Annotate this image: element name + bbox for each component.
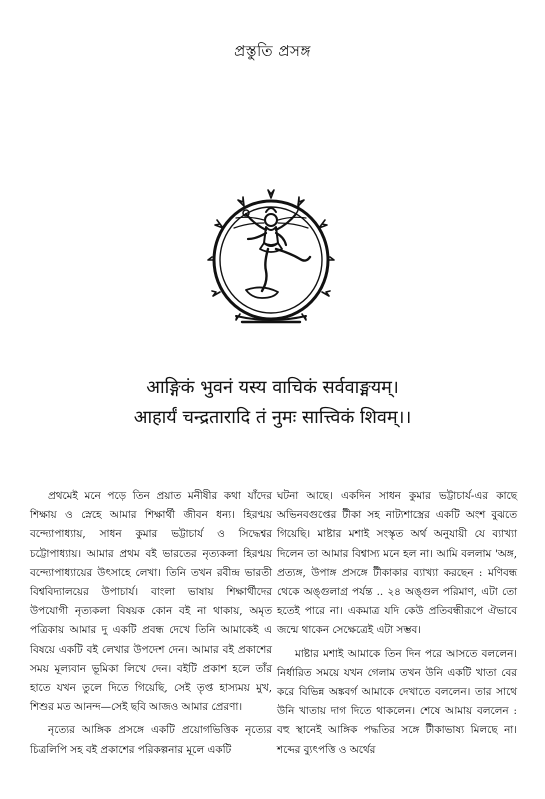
paragraph: নৃত্যের আঙ্গিক প্রসঙ্গে একটি প্রয়োগভিত্তিক নৃত্যের চিত্রলিপি সহ বই প্রকাশের পরিকল্পনার মূলে একটি — [30, 724, 272, 756]
page-title: প্রস্তুতি প্রসঙ্গ — [234, 42, 311, 60]
right-column — [277, 487, 517, 760]
verse-line-1: आङ्गिकं भुवनं यस्य वाचिकं सर्ववाङ्मयम्। — [146, 377, 399, 398]
verse-line-2: आहार्यं चन्द्रतारादि तं नुमः सात्त्विकं शिवम्।। — [133, 407, 412, 428]
paragraph: ঘটনা আছে। একদিন সাধন কুমার ভট্টাচার্য-এর কাছে অভিনবগুপ্তের টীকা সহ নাট্যশাস্ত্রের একটি অংশ বুঝতে গিয়েছি। মাষ্টার মশাই সংস্কৃত অর্থ অনুযায়ী যে ব্যাখ্যা দিলেন তা আমার বিশ্বাস্য মনে হল না। আমি বললাম 'অঙ্গ, প্রত্যঙ্গ, উপাঙ্গ প্রসঙ্গে টীকাকার ব্যাখ্যা করছেন : মণিবন্ধ থেকে অঙ্গুলাগ্র পর্যন্ত .. ২৪ অঙ্গুল পরিমাণ, এটা তো হতেই পারে না। একমাত্র যদি কেউ প্রতিবন্ধীরূপে ঐভাবে জন্মে থাকেন সেক্ষেত্রেই এটা সম্ভব। — [277, 490, 517, 637]
sanskrit-verse — [0, 373, 545, 433]
nataraja-icon — [206, 186, 336, 328]
paragraph: প্রথমেই মনে পড়ে তিন প্রয়াত মনীষীর কথা যাঁদের শিক্ষায় ও স্নেহে আমার শিক্ষার্থী জীবন ধন্য। হিরণ্ময় বন্দ্যোপাধ্যায়, সাধন কুমার ভট্টাচার্য ও সিদ্ধেশ্বর চট্টোপাধ্যায়। আমার প্রথম বই ভারতের নৃত্যকলা হিরণ্ময় বন্দ্যোপাধ্যায়ের উৎসাহে লেখা। তিনি তখন রবীন্দ্র ভারতী বিশ্ববিদ্যালয়ের উপাচার্য। বাংলা ভাষায় শিক্ষার্থীদের উপযোগী নৃত্যকলা বিষয়ক কোন বই না থাকায়, অমৃত পত্রিকায় আমার দু একটি প্রবন্ধ দেখে তিনি আমাকেই এ বিষয়ে একটি বই লেখার উপদেশ দেন। আমার বই প্রকাশের সময় মূল্যবান ভূমিকা লিখে দেন। বইটি প্রকাশ হলে তাঁর হাতে যখন তুলে দিতে গিয়েছি, সেই তৃপ্ত হাস্যময় মুখ, শিশুর মত আনন্দ—সেই ছবি আজও আমার প্রেরণা। — [30, 490, 272, 714]
left-column — [30, 487, 272, 760]
paragraph: মাষ্টার মশাই আমাকে তিন দিন পরে আসতে বললেন। নির্ধারিত সময়ে যখন গেলাম তখন উনি একটি খাতা বের করে বিভিন্ন অঙ্কবর্গ আমাকে দেখাতে বললেন। তার সাথে উনি খাতায় দাগ দিতে থাকলেন। শেষে আমায় বললেন : বহু স্থানেই আঙ্গিক পদ্ধতির সঙ্গে টীকাভাষ্য মিলছে না। শব্দের ব্যুৎপত্তি ও অর্থের — [277, 647, 517, 756]
